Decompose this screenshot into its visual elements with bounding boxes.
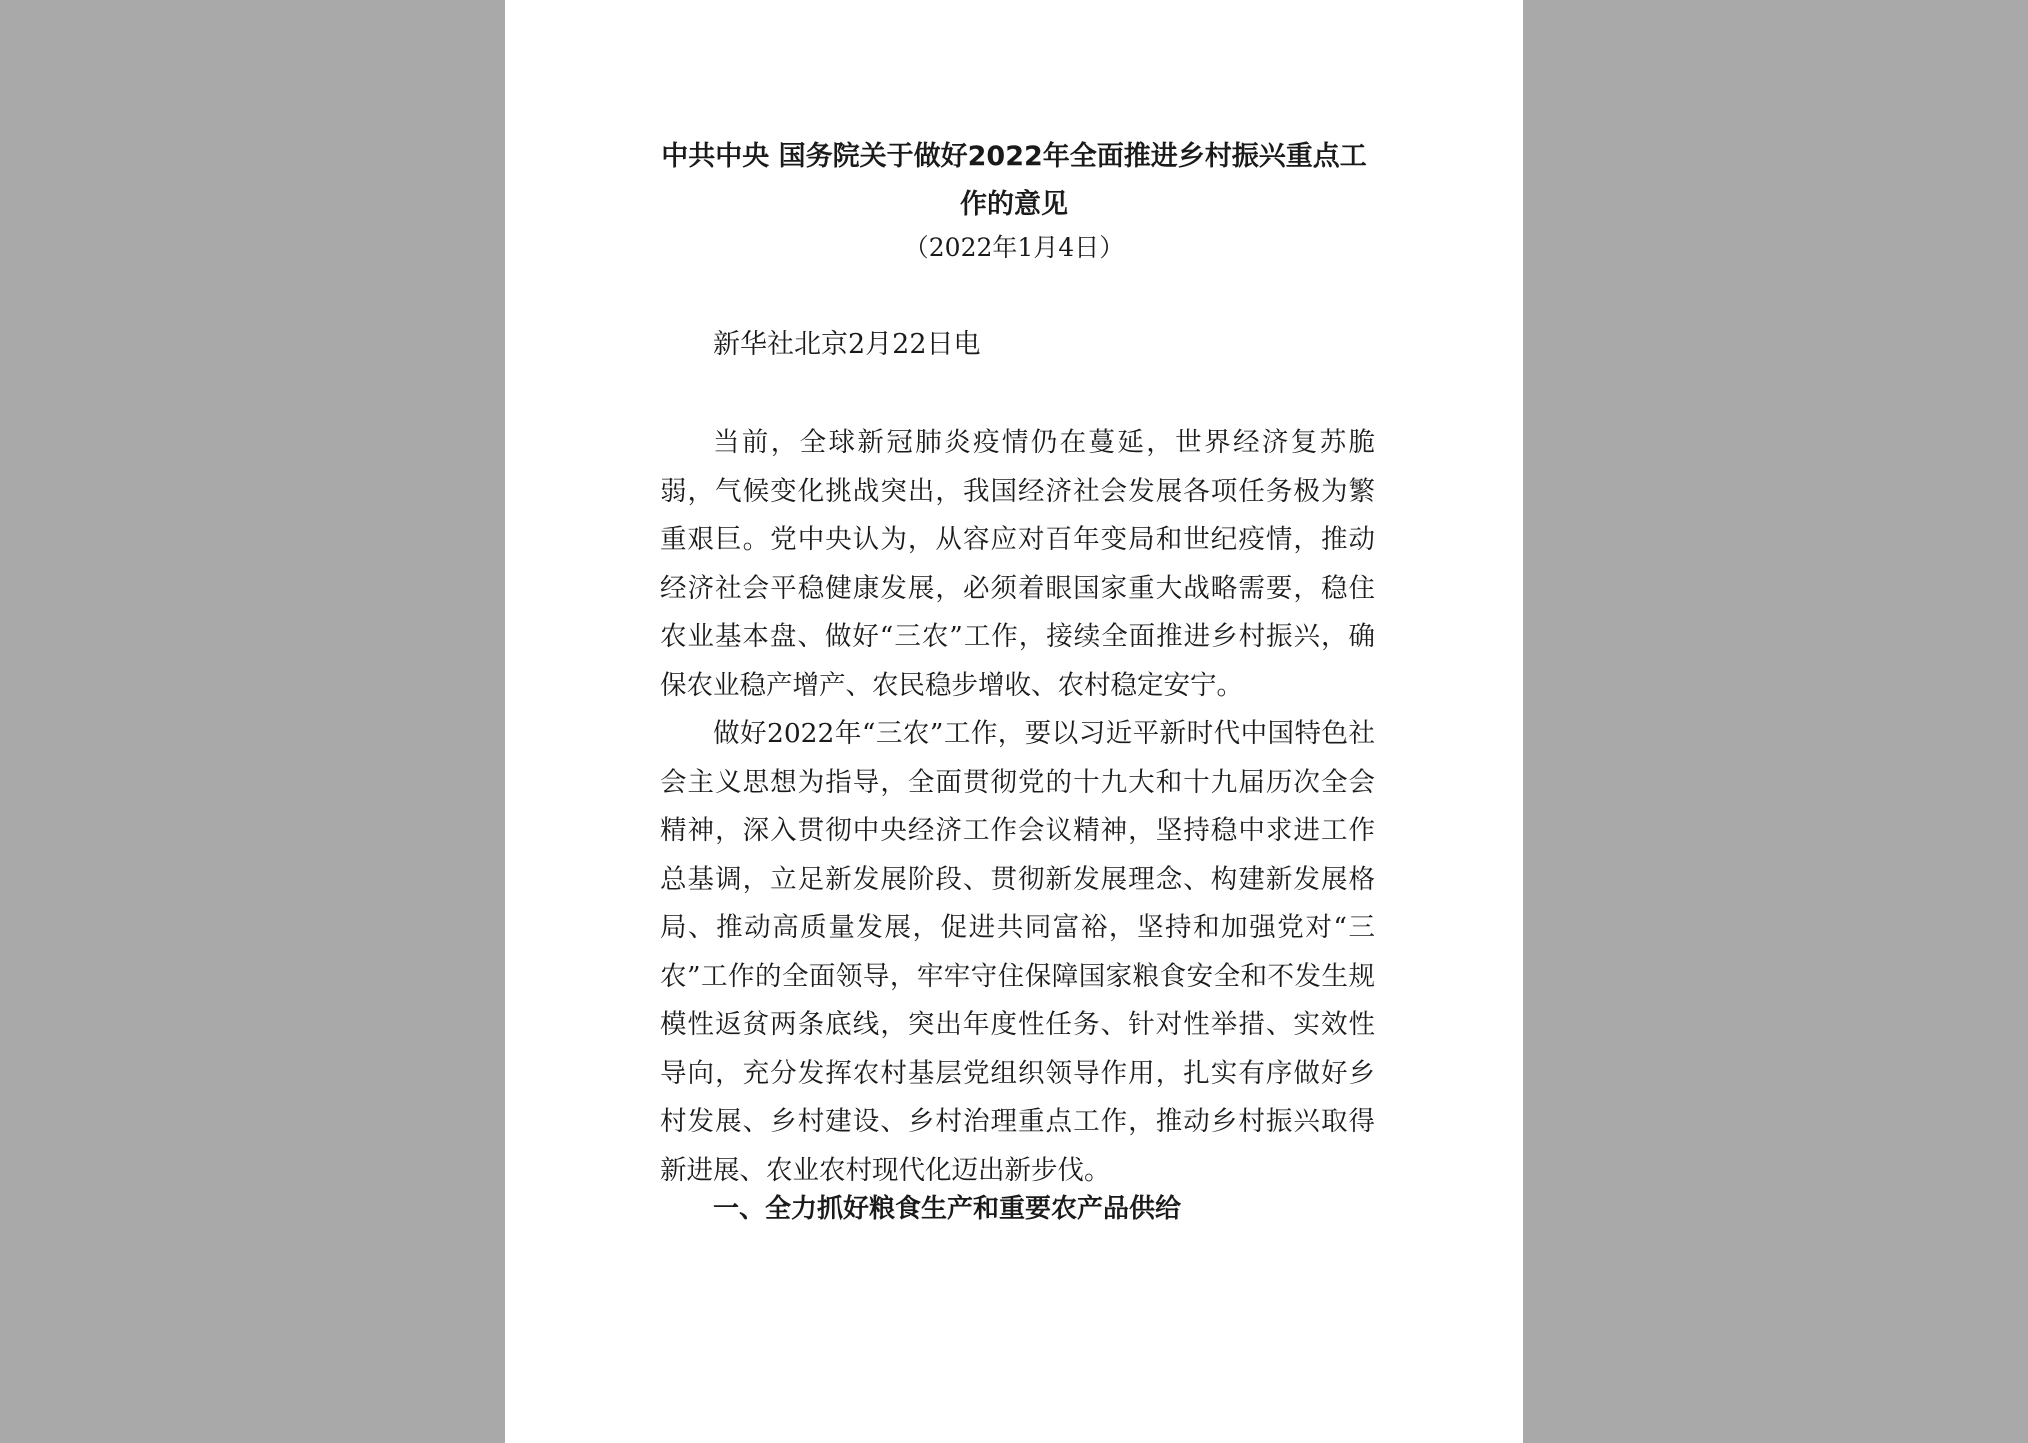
document-body — [660, 419, 1375, 1195]
news-dateline: 新华社北京2月22日电 — [713, 329, 981, 360]
document-page — [505, 0, 1523, 1443]
paragraph: 当前，全球新冠肺炎疫情仍在蔓延，世界经济复苏脆弱，气候变化挑战突出，我国经济社会发展各项任务极为繁重艰巨。党中央认为，从容应对百年变局和世纪疫情，推动经济社会平稳健康发展，必须着眼国家重大战略需要，稳住农业基本盘、做好“三农”工作，接续全面推进乡村振兴，确保农业稳产增产、农民稳步增收、农村稳定安宁。 — [660, 427, 1375, 701]
section-heading: 一、全力抓好粮食生产和重要农产品供给 — [713, 1194, 1182, 1224]
document-date: （2022年1月4日） — [903, 233, 1125, 262]
document-title: 中共中央 国务院关于做好2022年全面推进乡村振兴重点工作的意见 — [661, 141, 1367, 220]
paragraph: 做好2022年“三农”工作，要以习近平新时代中国特色社会主义思想为指导，全面贯彻党的十九大和十九届历次全会精神，深入贯彻中央经济工作会议精神，坚持稳中求进工作总基调，立足新发展阶段、贯彻新发展理念、构建新发展格局、推动高质量发展，促进共同富裕，坚持和加强党对“三农”工作的全面领导，牢牢守住保障国家粮食安全和不发生规模性返贫两条底线，突出年度性任务、针对性举措、实效性导向，充分发挥农村基层党组织领导作用，扎实有序做好乡村发展、乡村建设、乡村治理重点工作，推动乡村振兴取得新进展、农业农村现代化迈出新步伐。 — [660, 718, 1375, 1186]
